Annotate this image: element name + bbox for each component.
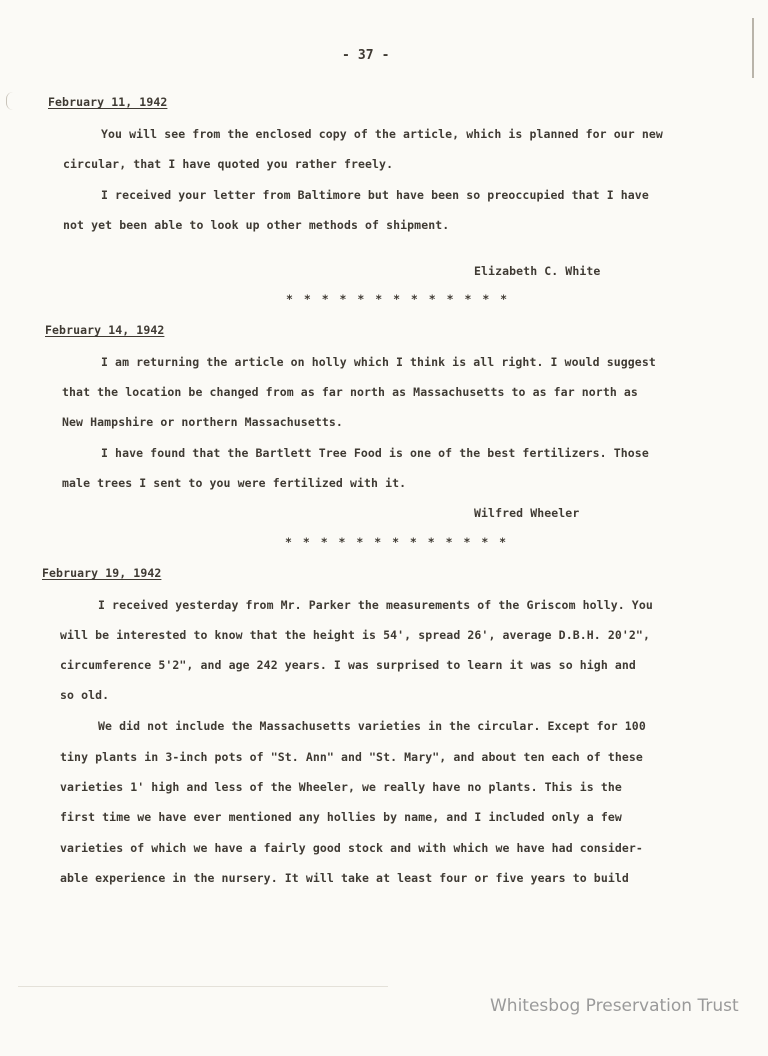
entry-line: I am returning the article on holly which I think is all right. I would suggest — [101, 355, 656, 369]
entry-date: February 11, 1942 — [48, 95, 168, 109]
entry-line: first time we have ever mentioned any hollies by name, and I included only a few — [60, 810, 622, 824]
entry-line: circular, that I have quoted you rather freely. — [63, 157, 394, 171]
watermark: Whitesbog Preservation Trust — [490, 996, 739, 1016]
entry-line: I received yesterday from Mr. Parker the measurements of the Griscom holly. You — [98, 598, 653, 612]
entry-line: New Hampshire or northern Massachusetts. — [62, 415, 343, 429]
entry-line: male trees I sent to you were fertilized with it. — [62, 476, 407, 490]
entry-line: so old. — [60, 688, 110, 702]
entry-date: February 14, 1942 — [45, 323, 165, 337]
entry-date: February 19, 1942 — [42, 566, 162, 580]
entry-line: tiny plants in 3-inch pots of "St. Ann" and "St. Mary", and about ten each of these — [60, 750, 643, 764]
entry-line: I received your letter from Baltimore but have been so preoccupied that I have — [101, 188, 649, 202]
signature: Elizabeth C. White — [474, 264, 601, 278]
separator: * * * * * * * * * * * * * — [286, 292, 510, 306]
entry-line: We did not include the Massachusetts varieties in the circular. Except for 100 — [98, 719, 646, 733]
entry-line: circumference 5'2", and age 242 years. I was surprised to learn it was so high and — [60, 658, 636, 672]
signature: Wilfred Wheeler — [474, 506, 580, 520]
entry-line: You will see from the enclosed copy of the article, which is planned for our new — [101, 127, 663, 141]
margin-mark — [6, 92, 13, 110]
page-number: - 37 - — [342, 48, 390, 63]
entry-line: able experience in the nursery. It will take at least four or five years to build — [60, 871, 629, 885]
entry-line: not yet been able to look up other methods of shipment. — [63, 218, 450, 232]
separator: * * * * * * * * * * * * * — [285, 535, 509, 549]
page-edge-mark — [752, 18, 754, 78]
entry-line: I have found that the Bartlett Tree Food is one of the best fertilizers. Those — [101, 446, 649, 460]
entry-line: that the location be changed from as far north as Massachusetts to as far north as — [62, 385, 638, 399]
entry-line: will be interested to know that the height is 54', spread 26', average D.B.H. 20'2", — [60, 628, 650, 642]
entry-line: varieties of which we have a fairly good stock and with which we have had consider- — [60, 841, 643, 855]
entry-line: varieties 1' high and less of the Wheeler, we really have no plants. This is the — [60, 780, 622, 794]
scan-edge — [18, 986, 388, 987]
